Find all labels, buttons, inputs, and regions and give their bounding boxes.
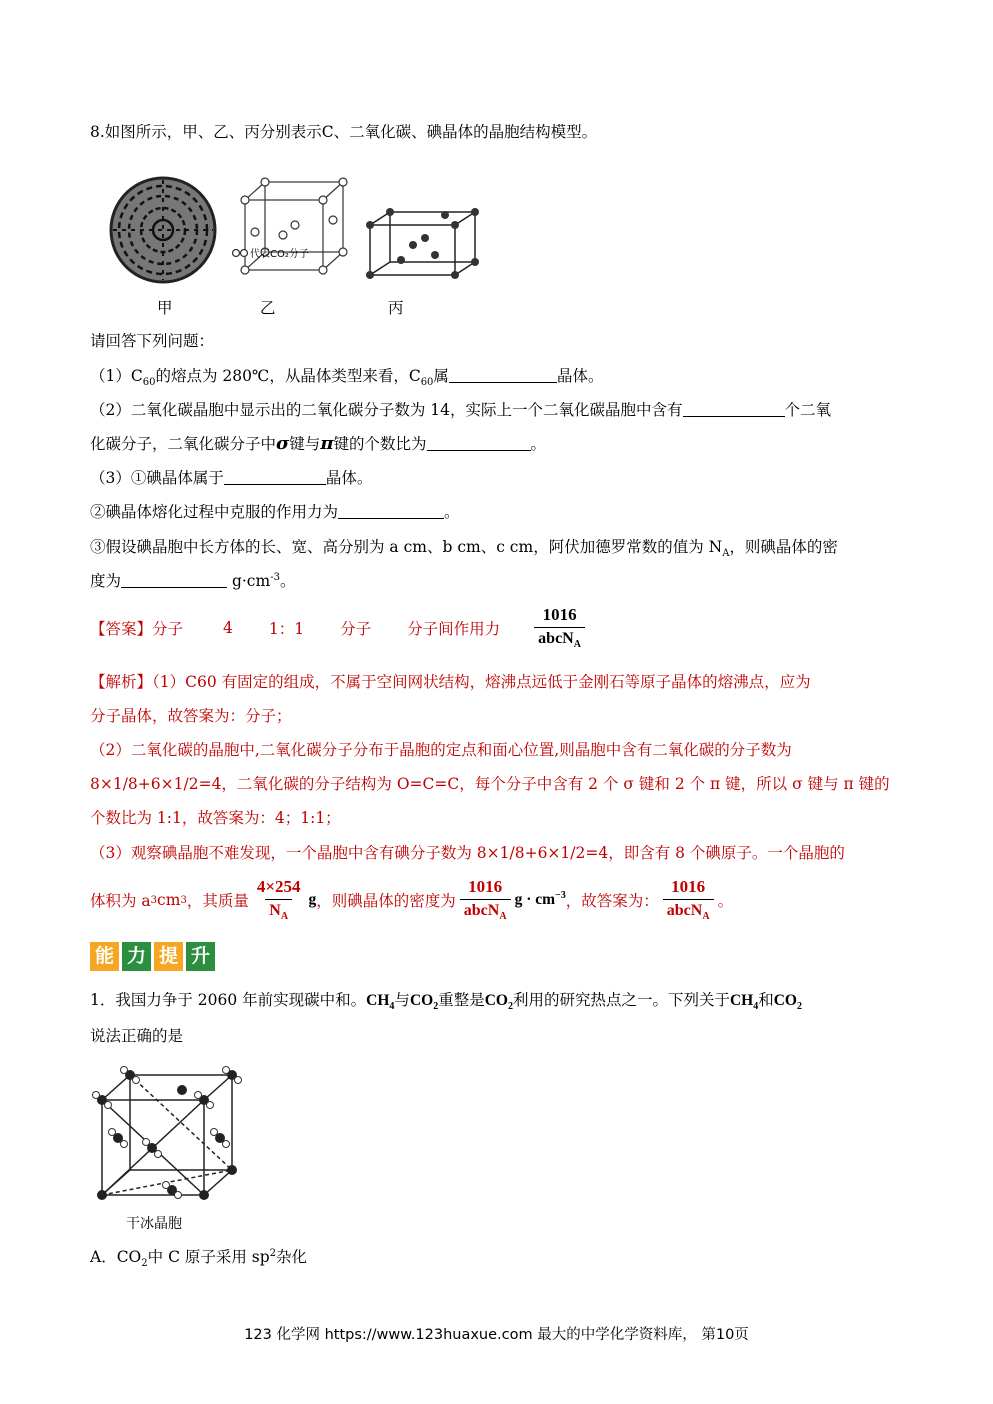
section-char-3: 提 — [154, 942, 183, 971]
figure-label-yi: 乙 — [260, 299, 276, 317]
figure-label-jia: 甲 — [157, 299, 173, 317]
answer-blank-4[interactable] — [224, 469, 326, 486]
answer-line: 【答案】 分子 4 1：1 分子 分子间作用力 $\frac{1016}{abcN_A}$ — [90, 600, 589, 656]
part-2-line-2: 化碳分子，二氧化碳分子中σ键与π键的个数比为 。 — [90, 433, 547, 454]
part-3-1: （3）①碘晶体属于 晶体。 — [90, 469, 373, 487]
section-char-4: 升 — [186, 942, 215, 971]
analysis-line-5: 个数比为 1:1，故答案为：4；1:1； — [90, 809, 341, 827]
analysis-line-7: 体积为 a 3 cm 3 ，其质量 $\frac{4\times 254}{N_A}$ g ，则碘晶体的密度为 $\frac{1016}{abcN_A}$ $g \cdot cm^{-3}$ ，故答案为： $\frac{1016}{abcN_A}$ 。 — [90, 877, 734, 923]
mass-fraction: $\frac{4\times 254}{N_A}$ — [256, 877, 301, 923]
c60-figure — [111, 178, 215, 282]
answer-blank-6[interactable] — [121, 572, 227, 589]
density-fraction: $\frac{1016}{abcN_A}$ — [460, 877, 511, 922]
analysis-line-1: 【解析】（1）C60 有固定的组成，不属于空间网状结构，熔沸点远低于金刚石等原子晶体的熔沸点，应为 — [90, 673, 811, 691]
iodine-cell-figure — [366, 208, 479, 279]
answer-fraction: $\frac{1016}{abcN_A}$ — [534, 605, 585, 650]
co2-legend: 代表CO₂分子 — [250, 249, 309, 260]
answer-blank-3[interactable] — [427, 435, 531, 452]
page-footer: 123 化学网 https://www.123huaxue.com 最大的中学化学资料库， 第10页 — [244, 1327, 749, 1343]
option-a[interactable]: A．$CO_2$中 C 原子采用 $sp^2$杂化 — [90, 1247, 308, 1270]
question-1-line-1: 1．我国力争于 2060 年前实现碳中和。$CH_4$与$CO_2$重整是$CO_2$利用的研究热点之一。下列关于$CH_4$和$CO_2$ — [90, 991, 802, 1013]
answer-blank-1[interactable] — [449, 367, 557, 384]
part-3-3-line-2: 度为 $g\cdot cm^{-3}$。 — [90, 571, 296, 590]
section-char-2: 力 — [122, 942, 151, 971]
figure-label-bing: 丙 — [388, 299, 404, 317]
analysis-line-2: 分子晶体，故答案为：分子； — [90, 707, 292, 725]
part-1: $(1)C_{60}$的熔点为 280℃，从晶体类型来看，$C_{60}$属 晶体。 — [90, 367, 604, 389]
analysis-line-4: 8×1/8+6×1/2=4，二氧化碳的分子结构为 O=C=C，每个分子中含有 2 个 σ 键和 2 个 π 键，所以 σ 键与 π 键的 — [90, 775, 890, 793]
dry-ice-caption: 干冰晶胞 — [126, 1216, 182, 1232]
prompt: 请回答下列问题： — [90, 332, 215, 350]
part-2-line-1: （2）二氧化碳晶胞中显示出的二氧化碳分子数为 14，实际上一个二氧化碳晶胞中含有 个二氧 — [90, 401, 832, 419]
analysis-line-3: （2）二氧化碳的晶胞中,二氧化碳分子分布于晶胞的定点和面心位置,则晶胞中含有二氧化碳的分子数为 — [90, 741, 792, 759]
crystal-figures — [105, 160, 485, 315]
part-3-2: ②碘晶体熔化过程中克服的作用力为 。 — [90, 503, 460, 521]
section-header-ability — [90, 942, 218, 971]
question-8-title: 8.如图所示，甲、乙、丙分别表示C、二氧化碳、碘晶体的晶胞结构模型。 — [90, 123, 598, 141]
answer-blank-2[interactable] — [683, 401, 785, 418]
part-3-3-line-1: ③假设碘晶胞中长方体的长、宽、高分别为 a cm、b cm、c cm，阿伏加德罗常数的值为 $N_A$，则碘晶体的密 — [90, 538, 838, 560]
analysis-line-6: （3）观察碘晶胞不难发现，一个晶胞中含有碘分子数为 8×1/8+6×1/2=4，即含有 8 个碘原子。一个晶胞的 — [90, 844, 845, 862]
dry-ice-cell-figure — [92, 1060, 252, 1210]
final-density-fraction: $\frac{1016}{abcN_A}$ — [663, 877, 714, 922]
answer-blank-5[interactable] — [338, 503, 444, 520]
section-char-1: 能 — [90, 942, 119, 971]
question-1-line-2: 说法正确的是 — [90, 1027, 184, 1045]
